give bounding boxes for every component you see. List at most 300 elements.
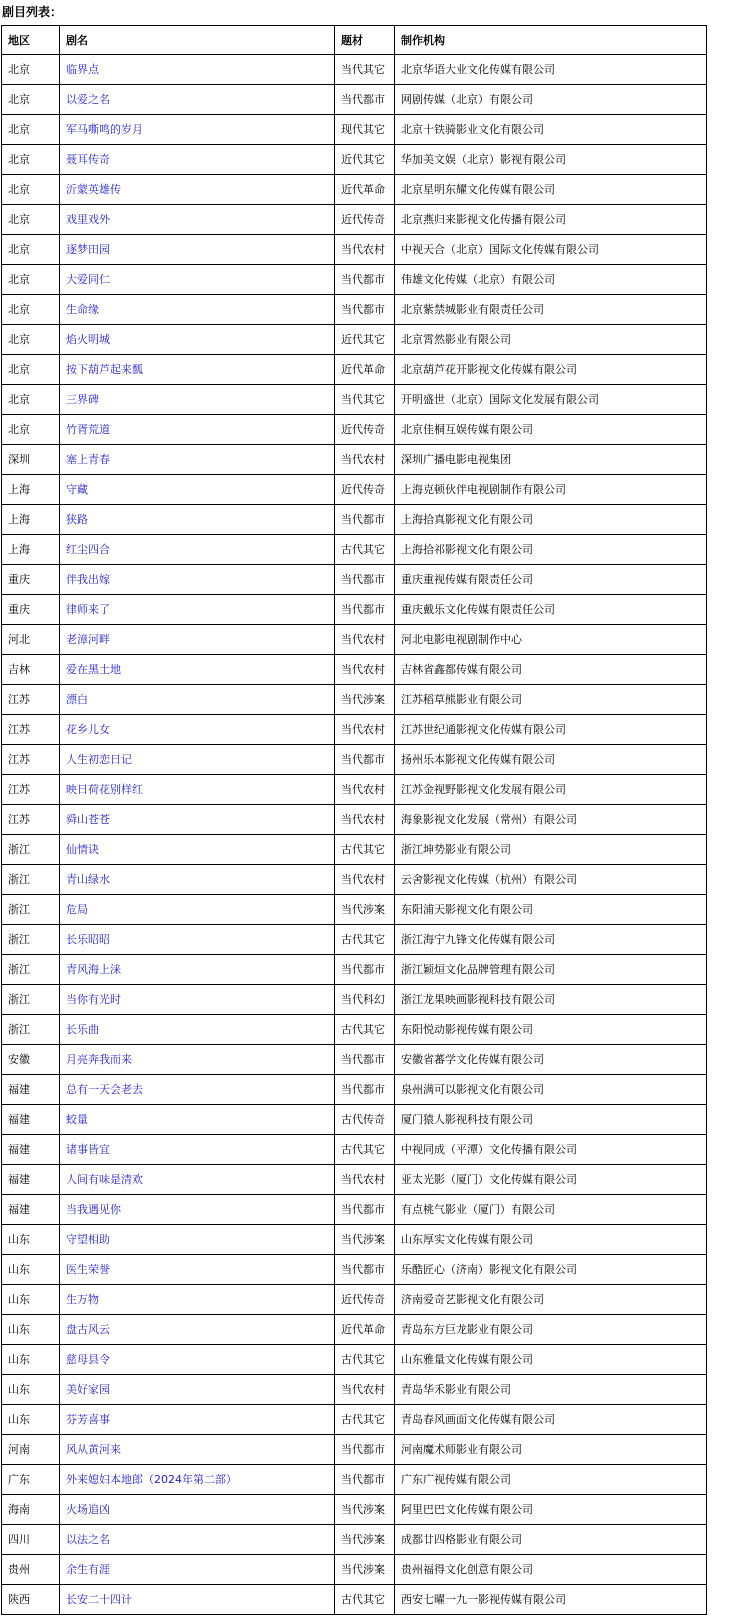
cell-title (60, 955, 335, 985)
cell-company: 北京霄然影业有限公司 (395, 325, 707, 355)
cell-company: 厦门猿人影视科技有限公司 (395, 1105, 707, 1135)
cell-title (60, 865, 335, 895)
cell-title (60, 385, 335, 415)
cell-region: 浙江 (2, 835, 60, 865)
cell-genre: 古代其它 (335, 925, 395, 955)
cell-company: 江苏世纪通影视文化传媒有限公司 (395, 715, 707, 745)
table-row (2, 685, 707, 715)
table-row (2, 355, 707, 385)
cell-title (60, 175, 335, 205)
table-row (2, 745, 707, 775)
cell-region: 江苏 (2, 805, 60, 835)
cell-region: 吉林 (2, 655, 60, 685)
cell-title (60, 1375, 335, 1405)
drama-list-table (1, 25, 707, 1615)
cell-region: 北京 (2, 235, 60, 265)
cell-company: 浙江龙果映画影视科技有限公司 (395, 985, 707, 1015)
cell-company: 贵州福得文化创意有限公司 (395, 1555, 707, 1585)
cell-genre: 古代其它 (335, 1345, 395, 1375)
cell-genre: 古代其它 (335, 1585, 395, 1615)
cell-company: 浙江颖烜文化品牌管理有限公司 (395, 955, 707, 985)
table-row (2, 1345, 707, 1375)
cell-title (60, 265, 335, 295)
cell-region: 四川 (2, 1525, 60, 1555)
cell-title (60, 1255, 335, 1285)
drama-title-link[interactable]: 慈母县令 (66, 1353, 110, 1366)
drama-title-link[interactable]: 生万物 (66, 1293, 99, 1306)
cell-company: 北京葫芦花开影视文化传媒有限公司 (395, 355, 707, 385)
cell-region: 北京 (2, 295, 60, 325)
cell-company: 北京华语大业文化传媒有限公司 (395, 55, 707, 85)
table-row (2, 1045, 707, 1075)
drama-title-link[interactable]: 红尘四合 (66, 543, 110, 556)
cell-title (60, 1105, 335, 1135)
cell-genre: 当代农村 (335, 445, 395, 475)
drama-title-link[interactable]: 以法之名 (66, 1533, 110, 1546)
cell-genre: 当代农村 (335, 805, 395, 835)
cell-title (60, 1585, 335, 1615)
cell-title (60, 475, 335, 505)
cell-company: 江苏金视野影视文化发展有限公司 (395, 775, 707, 805)
drama-title-link[interactable]: 长乐昭昭 (66, 933, 110, 946)
cell-title (60, 595, 335, 625)
table-header (2, 26, 707, 55)
drama-title-link[interactable]: 诸事皆宜 (66, 1143, 110, 1156)
cell-company: 吉林省鑫都传媒有限公司 (395, 655, 707, 685)
cell-company: 有点桃气影业（厦门）有限公司 (395, 1195, 707, 1225)
table-row (2, 565, 707, 595)
table-row (2, 1525, 707, 1555)
drama-title-link[interactable]: 沂蒙英雄传 (66, 183, 121, 196)
cell-genre: 当代都市 (335, 265, 395, 295)
cell-title (60, 445, 335, 475)
column-header-genre: 题材 (335, 26, 395, 55)
table-row (2, 505, 707, 535)
cell-genre: 古代其它 (335, 1135, 395, 1165)
cell-region: 北京 (2, 115, 60, 145)
cell-title (60, 535, 335, 565)
drama-title-link[interactable]: 映日荷花别样红 (66, 783, 143, 796)
cell-region: 福建 (2, 1165, 60, 1195)
cell-region: 河南 (2, 1435, 60, 1465)
table-row (2, 715, 707, 745)
cell-region: 浙江 (2, 955, 60, 985)
table-row (2, 535, 707, 565)
column-header-region: 地区 (2, 26, 60, 55)
cell-region: 上海 (2, 505, 60, 535)
cell-title (60, 1555, 335, 1585)
cell-title (60, 145, 335, 175)
cell-genre: 当代其它 (335, 385, 395, 415)
table-row (2, 175, 707, 205)
table-row (2, 895, 707, 925)
table-row (2, 295, 707, 325)
cell-company: 青岛春风画面文化传媒有限公司 (395, 1405, 707, 1435)
cell-region: 福建 (2, 1075, 60, 1105)
drama-title-link[interactable]: 老漳河畔 (66, 633, 110, 646)
cell-title (60, 715, 335, 745)
table-row (2, 1555, 707, 1585)
table-row (2, 835, 707, 865)
cell-genre: 当代都市 (335, 955, 395, 985)
cell-company: 河北电影电视剧制作中心 (395, 625, 707, 655)
cell-company: 广东广视传媒有限公司 (395, 1465, 707, 1495)
drama-title-link[interactable]: 长安二十四计 (66, 1593, 132, 1606)
cell-company: 深圳广播电影电视集团 (395, 445, 707, 475)
drama-title-link[interactable]: 仙情诀 (66, 843, 99, 856)
drama-title-link[interactable]: 总有一天会老去 (66, 1083, 143, 1096)
cell-title (60, 745, 335, 775)
table-row (2, 235, 707, 265)
cell-title (60, 505, 335, 535)
cell-genre: 当代农村 (335, 655, 395, 685)
cell-title (60, 1525, 335, 1555)
drama-title-link[interactable]: 医生荣誉 (66, 1263, 110, 1276)
cell-title (60, 565, 335, 595)
cell-title (60, 1285, 335, 1315)
cell-region: 北京 (2, 355, 60, 385)
table-row (2, 1375, 707, 1405)
cell-region: 山东 (2, 1345, 60, 1375)
cell-genre: 当代农村 (335, 865, 395, 895)
cell-region: 山东 (2, 1285, 60, 1315)
table-row (2, 1165, 707, 1195)
cell-region: 安徽 (2, 1045, 60, 1075)
cell-region: 江苏 (2, 745, 60, 775)
drama-title-link[interactable]: 漂白 (66, 693, 88, 706)
cell-genre: 当代涉案 (335, 1555, 395, 1585)
cell-company: 重庆戴乐文化传媒有限责任公司 (395, 595, 707, 625)
drama-title-link[interactable]: 花乡儿女 (66, 723, 110, 736)
table-row (2, 325, 707, 355)
cell-title (60, 1465, 335, 1495)
cell-region: 重庆 (2, 595, 60, 625)
cell-title (60, 55, 335, 85)
table-row (2, 265, 707, 295)
cell-company: 济南爱奇艺影视文化有限公司 (395, 1285, 707, 1315)
drama-title-link[interactable]: 青风海上涞 (66, 963, 121, 976)
table-row (2, 1135, 707, 1165)
cell-title (60, 295, 335, 325)
cell-region: 北京 (2, 415, 60, 445)
cell-company: 东阳悦动影视传媒有限公司 (395, 1015, 707, 1045)
cell-region: 北京 (2, 55, 60, 85)
cell-region: 北京 (2, 325, 60, 355)
cell-genre: 当代都市 (335, 745, 395, 775)
cell-region: 山东 (2, 1375, 60, 1405)
cell-title (60, 1435, 335, 1465)
cell-region: 上海 (2, 535, 60, 565)
cell-company: 北京紫禁城影业有限责任公司 (395, 295, 707, 325)
cell-company: 网剧传媒（北京）有限公司 (395, 85, 707, 115)
cell-region: 北京 (2, 145, 60, 175)
drama-title-link[interactable]: 伴我出嫁 (66, 573, 110, 586)
column-header-title: 剧名 (60, 26, 335, 55)
cell-region: 山东 (2, 1255, 60, 1285)
cell-region: 北京 (2, 175, 60, 205)
cell-company: 北京佳桐互娱传媒有限公司 (395, 415, 707, 445)
cell-genre: 当代农村 (335, 1165, 395, 1195)
drama-title-link[interactable]: 大爱同仁 (66, 273, 110, 286)
cell-company: 东阳浦天影视文化有限公司 (395, 895, 707, 925)
drama-title-link[interactable]: 竹胥荒道 (66, 423, 110, 436)
drama-title-link[interactable]: 盘古风云 (66, 1323, 110, 1336)
drama-title-link[interactable]: 余生有涯 (66, 1563, 110, 1576)
cell-genre: 古代其它 (335, 1405, 395, 1435)
cell-region: 北京 (2, 85, 60, 115)
cell-region: 上海 (2, 475, 60, 505)
drama-title-link[interactable]: 外来媳妇本地郎（2024年第二部） (66, 1473, 237, 1486)
table-row (2, 1285, 707, 1315)
table-row (2, 145, 707, 175)
cell-title (60, 205, 335, 235)
cell-region: 福建 (2, 1105, 60, 1135)
cell-company: 北京燕归来影视文化传播有限公司 (395, 205, 707, 235)
cell-region: 江苏 (2, 715, 60, 745)
cell-company: 江苏稻草熊影业有限公司 (395, 685, 707, 715)
cell-company: 上海拾祁影视文化有限公司 (395, 535, 707, 565)
cell-genre: 近代传奇 (335, 475, 395, 505)
cell-title (60, 115, 335, 145)
table-row (2, 1015, 707, 1045)
cell-title (60, 925, 335, 955)
drama-title-link[interactable]: 长乐曲 (66, 1023, 99, 1036)
table-row (2, 1435, 707, 1465)
cell-company: 开明盛世（北京）国际文化发展有限公司 (395, 385, 707, 415)
table-row (2, 595, 707, 625)
cell-region: 贵州 (2, 1555, 60, 1585)
cell-company: 中视同成（平潭）文化传播有限公司 (395, 1135, 707, 1165)
cell-genre: 近代传奇 (335, 205, 395, 235)
cell-region: 北京 (2, 265, 60, 295)
cell-title (60, 1045, 335, 1075)
page-title: 剧目列表： (2, 5, 63, 19)
cell-company: 上海拾真影视文化有限公司 (395, 505, 707, 535)
table-row (2, 1225, 707, 1255)
cell-title (60, 1135, 335, 1165)
drama-title-link[interactable]: 人生初恋日记 (66, 753, 132, 766)
drama-title-link[interactable]: 塞上青春 (66, 453, 110, 466)
cell-title (60, 1015, 335, 1045)
cell-title (60, 985, 335, 1015)
table-row (2, 1405, 707, 1435)
drama-title-link[interactable]: 临界点 (66, 63, 99, 76)
table-header-row (2, 26, 707, 55)
drama-title-link[interactable]: 生命缘 (66, 303, 99, 316)
table-row (2, 1315, 707, 1345)
drama-title-link[interactable]: 聂耳传奇 (66, 153, 110, 166)
cell-genre: 当代都市 (335, 1435, 395, 1465)
drama-title-link[interactable]: 舜山苍苍 (66, 813, 110, 826)
table-row (2, 1255, 707, 1285)
cell-title (60, 1225, 335, 1255)
cell-region: 河北 (2, 625, 60, 655)
drama-title-link[interactable]: 焰火明城 (66, 333, 110, 346)
cell-genre: 古代其它 (335, 535, 395, 565)
cell-region: 浙江 (2, 865, 60, 895)
drama-title-link[interactable]: 戏里戏外 (66, 213, 110, 226)
cell-company: 亚太光影（厦门）文化传媒有限公司 (395, 1165, 707, 1195)
cell-company: 安徽省蕃学文化传媒有限公司 (395, 1045, 707, 1075)
table-row (2, 415, 707, 445)
cell-region: 江苏 (2, 775, 60, 805)
cell-genre: 现代其它 (335, 115, 395, 145)
drama-title-link[interactable]: 青山绿水 (66, 873, 110, 886)
cell-company: 乐酷匠心（济南）影视文化有限公司 (395, 1255, 707, 1285)
drama-title-link[interactable]: 三界碑 (66, 393, 99, 406)
cell-company: 重庆重视传媒有限责任公司 (395, 565, 707, 595)
table-row (2, 205, 707, 235)
table-row (2, 1495, 707, 1525)
cell-company: 成都廿四格影业有限公司 (395, 1525, 707, 1555)
drama-title-link[interactable]: 美好家园 (66, 1383, 110, 1396)
cell-region: 浙江 (2, 925, 60, 955)
cell-genre: 当代涉案 (335, 895, 395, 925)
cell-title (60, 1345, 335, 1375)
cell-genre: 近代革命 (335, 1315, 395, 1345)
cell-region: 深圳 (2, 445, 60, 475)
table-row (2, 1075, 707, 1105)
table-row (2, 625, 707, 655)
cell-region: 浙江 (2, 985, 60, 1015)
drama-title-link[interactable]: 月亮奔我而来 (66, 1053, 132, 1066)
cell-title (60, 1165, 335, 1195)
drama-title-link[interactable]: 按下葫芦起来瓢 (66, 363, 143, 376)
cell-region: 浙江 (2, 1015, 60, 1045)
cell-title (60, 1195, 335, 1225)
cell-title (60, 235, 335, 265)
drama-title-link[interactable]: 蛟量 (66, 1113, 88, 1126)
cell-genre: 当代农村 (335, 235, 395, 265)
cell-genre: 当代都市 (335, 1195, 395, 1225)
drama-title-link[interactable]: 守望相助 (66, 1233, 110, 1246)
table-row (2, 475, 707, 505)
table-row (2, 1105, 707, 1135)
table-row (2, 385, 707, 415)
cell-company: 泉州满可以影视文化有限公司 (395, 1075, 707, 1105)
cell-region: 山东 (2, 1225, 60, 1255)
cell-region: 北京 (2, 205, 60, 235)
drama-title-link[interactable]: 狭路 (66, 513, 88, 526)
cell-genre: 古代传奇 (335, 1105, 395, 1135)
cell-genre: 当代都市 (335, 295, 395, 325)
drama-title-link[interactable]: 逐梦田园 (66, 243, 110, 256)
cell-genre: 当代都市 (335, 1465, 395, 1495)
table-row (2, 115, 707, 145)
table-row (2, 1585, 707, 1615)
cell-company: 河南魔术师影业有限公司 (395, 1435, 707, 1465)
cell-title (60, 85, 335, 115)
table-row (2, 985, 707, 1015)
cell-genre: 近代其它 (335, 145, 395, 175)
table-row (2, 1465, 707, 1495)
cell-company: 浙江海宁九锋文化传媒有限公司 (395, 925, 707, 955)
cell-company: 海象影视文化发展（常州）有限公司 (395, 805, 707, 835)
cell-region: 山东 (2, 1315, 60, 1345)
cell-title (60, 1495, 335, 1525)
table-row (2, 805, 707, 835)
drama-title-link[interactable]: 芬芳喜事 (66, 1413, 110, 1426)
drama-title-link[interactable]: 律师来了 (66, 603, 110, 616)
table-row (2, 655, 707, 685)
cell-genre: 近代革命 (335, 355, 395, 385)
drama-title-link[interactable]: 爱在黑土地 (66, 663, 121, 676)
cell-company: 山东厚实文化传媒有限公司 (395, 1225, 707, 1255)
cell-genre: 当代涉案 (335, 1225, 395, 1255)
cell-genre: 当代都市 (335, 505, 395, 535)
cell-region: 北京 (2, 385, 60, 415)
cell-title (60, 355, 335, 385)
cell-company: 阿里巴巴文化传媒有限公司 (395, 1495, 707, 1525)
drama-title-link[interactable]: 危局 (66, 903, 88, 916)
table-body (2, 55, 707, 1615)
cell-genre: 古代其它 (335, 1015, 395, 1045)
cell-title (60, 625, 335, 655)
cell-genre: 当代涉案 (335, 1525, 395, 1555)
cell-company: 青岛东方巨龙影业有限公司 (395, 1315, 707, 1345)
drama-title-link[interactable]: 风从黄河来 (66, 1443, 121, 1456)
cell-genre: 近代其它 (335, 325, 395, 355)
cell-genre: 当代都市 (335, 1075, 395, 1105)
drama-title-link[interactable]: 人间有味是清欢 (66, 1173, 143, 1186)
cell-company: 浙江坤势影业有限公司 (395, 835, 707, 865)
cell-genre: 当代涉案 (335, 1495, 395, 1525)
cell-company: 北京十铁骑影业文化有限公司 (395, 115, 707, 145)
cell-genre: 当代都市 (335, 1045, 395, 1075)
cell-region: 山东 (2, 1405, 60, 1435)
drama-title-link[interactable]: 军马嘶鸣的岁月 (66, 123, 143, 136)
cell-genre: 当代都市 (335, 595, 395, 625)
cell-genre: 当代农村 (335, 1375, 395, 1405)
cell-company: 伟雄文化传媒（北京）有限公司 (395, 265, 707, 295)
cell-region: 重庆 (2, 565, 60, 595)
cell-title (60, 805, 335, 835)
drama-title-link[interactable]: 守藏 (66, 483, 88, 496)
drama-title-link[interactable]: 以爱之名 (66, 93, 110, 106)
cell-company: 北京星明东耀文化传媒有限公司 (395, 175, 707, 205)
cell-genre: 当代农村 (335, 775, 395, 805)
cell-genre: 古代其它 (335, 835, 395, 865)
cell-genre: 近代传奇 (335, 1285, 395, 1315)
cell-genre: 近代传奇 (335, 415, 395, 445)
cell-company: 中视天合（北京）国际文化传媒有限公司 (395, 235, 707, 265)
cell-title (60, 895, 335, 925)
table-row (2, 775, 707, 805)
cell-genre: 当代科幻 (335, 985, 395, 1015)
cell-title (60, 835, 335, 865)
cell-genre: 当代其它 (335, 55, 395, 85)
cell-title (60, 1315, 335, 1345)
table-row (2, 955, 707, 985)
cell-genre: 当代涉案 (335, 685, 395, 715)
cell-genre: 当代农村 (335, 625, 395, 655)
cell-region: 福建 (2, 1135, 60, 1165)
drama-title-link[interactable]: 火场追凶 (66, 1503, 110, 1516)
cell-genre: 当代都市 (335, 1255, 395, 1285)
table-row (2, 865, 707, 895)
cell-title (60, 685, 335, 715)
cell-company: 云舍影视文化传媒（杭州）有限公司 (395, 865, 707, 895)
cell-genre: 当代都市 (335, 565, 395, 595)
drama-title-link[interactable]: 当你有光时 (66, 993, 121, 1006)
drama-title-link[interactable]: 当我遇见你 (66, 1203, 121, 1216)
cell-company: 上海克顿伙伴电视剧制作有限公司 (395, 475, 707, 505)
table-row (2, 445, 707, 475)
cell-company: 华加美文娱（北京）影视有限公司 (395, 145, 707, 175)
cell-region: 浙江 (2, 895, 60, 925)
cell-region: 海南 (2, 1495, 60, 1525)
table-row (2, 55, 707, 85)
